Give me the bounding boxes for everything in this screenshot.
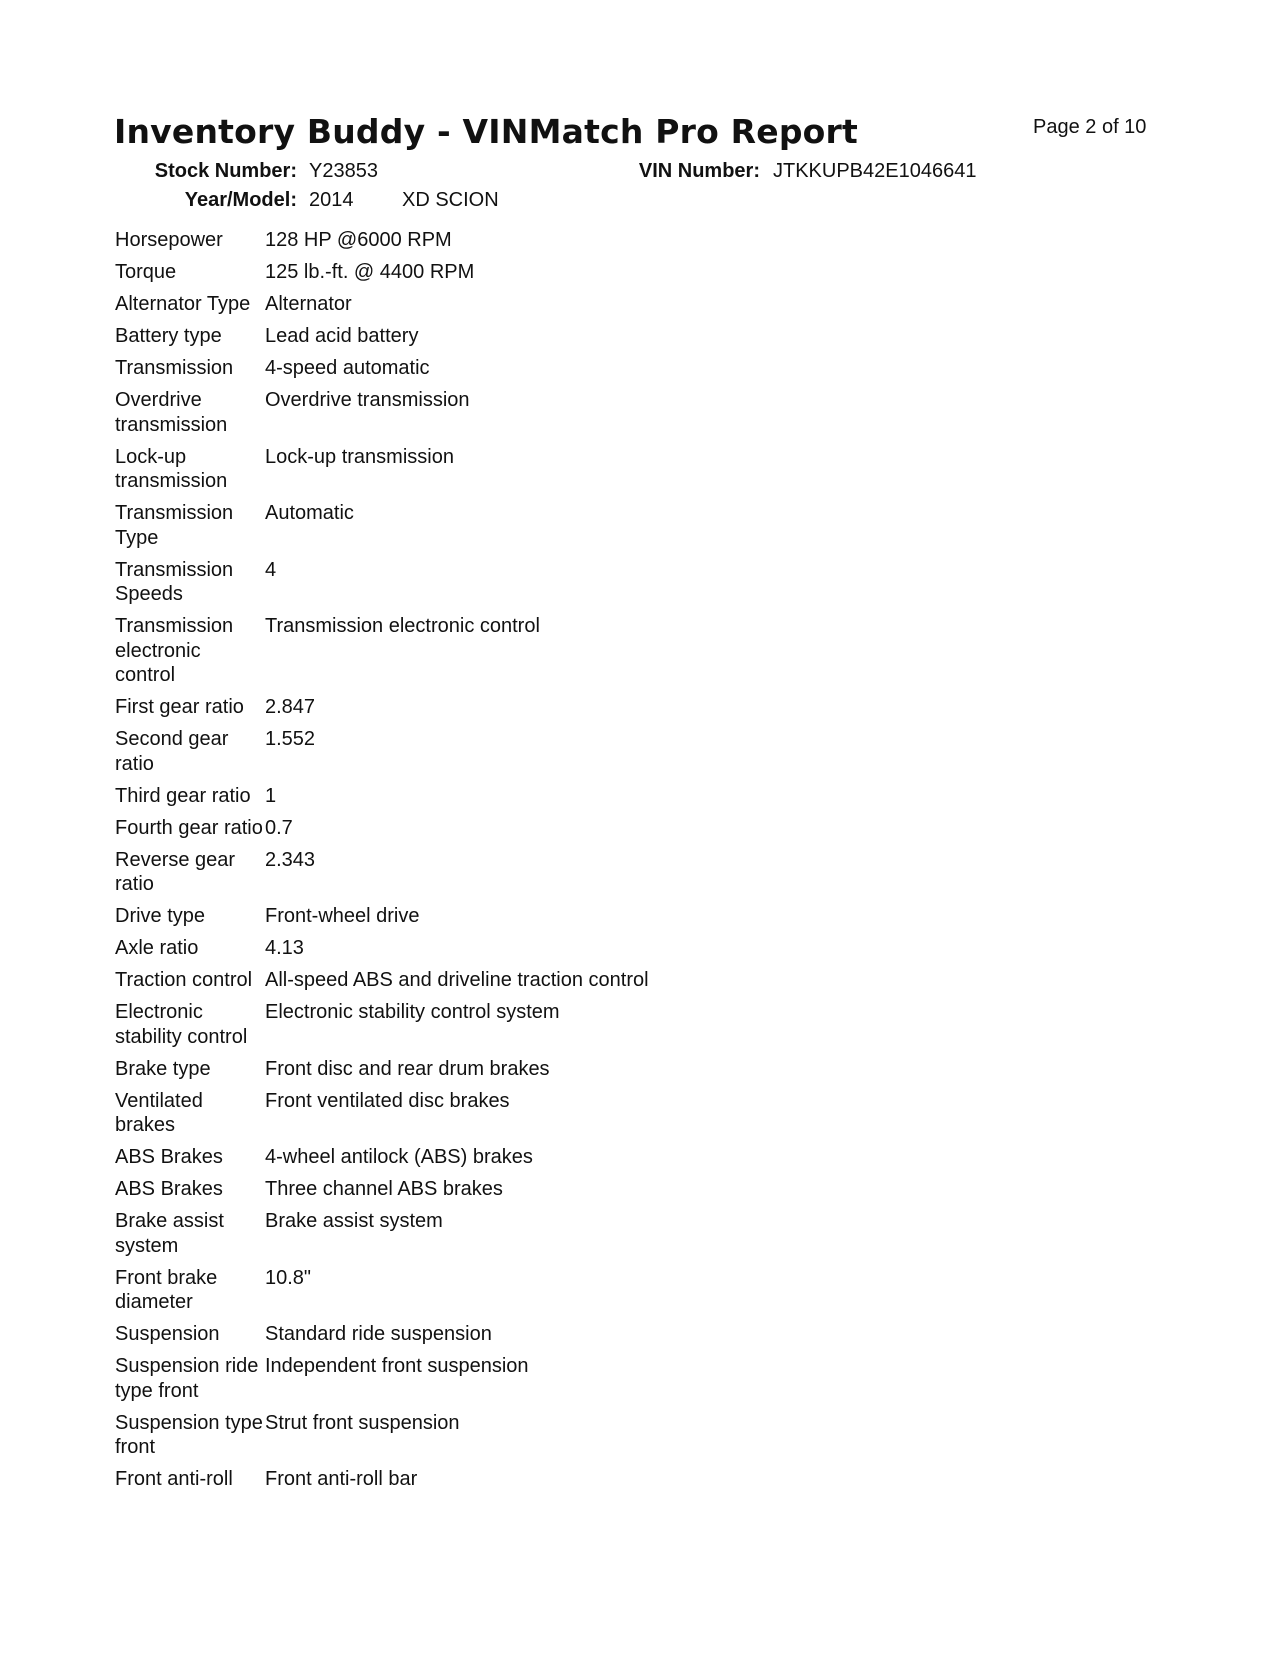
spec-label: Fourth gear ratio: [115, 816, 263, 839]
spec-value: 2.847: [265, 696, 316, 718]
spec-row: [115, 614, 815, 695]
spec-label: Suspension type front: [115, 1411, 263, 1458]
spec-value: 4: [265, 558, 277, 581]
spec-value: 125 lb.-ft. @ 4400 RPM: [265, 261, 475, 283]
year-model-label: Year/Model:: [184, 189, 297, 211]
spec-value: 1: [265, 784, 277, 807]
spec-label: Axle ratio: [115, 937, 199, 959]
spec-label: Brake assist system: [115, 1210, 224, 1257]
spec-row: [115, 292, 815, 324]
spec-label: Transmission: [115, 357, 234, 379]
spec-value: Front-wheel drive: [265, 905, 420, 927]
spec-label: Front anti-roll: [115, 1468, 233, 1490]
spec-label: ABS Brakes: [115, 1146, 223, 1168]
spec-row: [115, 784, 815, 816]
spec-value: Lock-up transmission: [265, 445, 454, 468]
spec-row: [115, 1000, 815, 1057]
spec-row: [115, 356, 815, 388]
spec-row: [115, 816, 815, 848]
stock-number-value: Y23853: [309, 160, 378, 182]
spec-value: Lead acid battery: [265, 325, 419, 347]
spec-row: [115, 936, 815, 968]
spec-row: [115, 904, 815, 936]
spec-row: [115, 1354, 815, 1411]
spec-row: [115, 260, 815, 292]
spec-value: 4-speed automatic: [265, 357, 430, 379]
spec-value: Brake assist system: [265, 1210, 443, 1232]
spec-row: [115, 501, 815, 558]
spec-value: Alternator: [265, 293, 352, 315]
spec-label: Front brake diameter: [115, 1266, 218, 1313]
spec-label: Torque: [115, 261, 177, 283]
spec-value: Front ventilated disc brakes: [265, 1089, 510, 1112]
spec-label: Lock-up transmission: [115, 445, 228, 492]
spec-value: Transmission electronic control: [265, 615, 540, 637]
spec-label: Drive type: [115, 905, 206, 927]
spec-row: [115, 558, 815, 615]
spec-value: Automatic: [265, 502, 354, 524]
spec-row: [115, 445, 815, 502]
spec-value: Front anti-roll bar: [265, 1468, 418, 1490]
spec-value: Standard ride suspension: [265, 1323, 492, 1345]
spec-row: [115, 968, 815, 1000]
spec-value: All-speed ABS and driveline traction control: [265, 969, 649, 991]
page-indicator: Page 2 of 10: [1033, 116, 1147, 138]
stock-number-label: Stock Number:: [154, 160, 297, 182]
spec-label: Third gear ratio: [115, 784, 251, 807]
spec-label: Overdrive transmission: [115, 389, 228, 436]
spec-row: [115, 228, 815, 260]
spec-value: 1.552: [265, 728, 316, 750]
spec-row: [115, 1209, 815, 1266]
spec-label: Traction control: [115, 969, 253, 991]
spec-row: [115, 1411, 815, 1468]
spec-label: Transmission Type: [115, 502, 234, 549]
spec-value: Overdrive transmission: [265, 389, 470, 411]
spec-row: [115, 324, 815, 356]
spec-label: Horsepower: [115, 229, 223, 251]
spec-row: [115, 1266, 815, 1323]
spec-value: Independent front suspension: [265, 1355, 529, 1377]
spec-label: Battery type: [115, 325, 222, 347]
spec-value: Strut front suspension: [265, 1411, 460, 1434]
spec-row: [115, 848, 815, 905]
spec-label: ABS Brakes: [115, 1178, 223, 1200]
spec-row: [115, 1145, 815, 1177]
spec-label: Suspension: [115, 1323, 220, 1345]
spec-value: 128 HP @6000 RPM: [265, 229, 452, 251]
model-value: XD SCION: [402, 189, 499, 211]
spec-label: First gear ratio: [115, 696, 244, 718]
spec-value: 4-wheel antilock (ABS) brakes: [265, 1146, 533, 1168]
spec-row: [115, 1057, 815, 1089]
spec-table: [115, 228, 815, 1499]
spec-row: [115, 727, 815, 784]
year-value: 2014: [309, 189, 354, 211]
spec-label: Brake type: [115, 1057, 211, 1080]
spec-value: 0.7: [265, 816, 293, 839]
spec-label: Alternator Type: [115, 293, 251, 315]
spec-label: Reverse gear ratio: [115, 848, 236, 895]
spec-row: [115, 695, 815, 727]
spec-label: Transmission Speeds: [115, 558, 234, 605]
spec-row: [115, 1089, 815, 1146]
spec-value: 10.8": [265, 1266, 312, 1289]
spec-row: [115, 1177, 815, 1209]
spec-value: 2.343: [265, 848, 316, 871]
spec-value: Front disc and rear drum brakes: [265, 1057, 550, 1080]
report-title: Inventory Buddy - VINMatch Pro Report: [114, 112, 858, 151]
spec-label: Transmission electronic control: [115, 615, 234, 686]
spec-label: Electronic stability control: [115, 1001, 248, 1048]
vin-value: JTKKUPB42E1046641: [773, 160, 977, 182]
spec-label: Ventilated brakes: [115, 1089, 203, 1136]
spec-label: Second gear ratio: [115, 728, 229, 775]
spec-row: [115, 1322, 815, 1354]
spec-value: Electronic stability control system: [265, 1001, 560, 1023]
spec-row: [115, 1467, 815, 1499]
vin-label: VIN Number:: [638, 160, 760, 182]
spec-value: Three channel ABS brakes: [265, 1178, 503, 1200]
spec-row: [115, 388, 815, 445]
spec-value: 4.13: [265, 937, 304, 959]
spec-label: Suspension ride type front: [115, 1355, 259, 1402]
